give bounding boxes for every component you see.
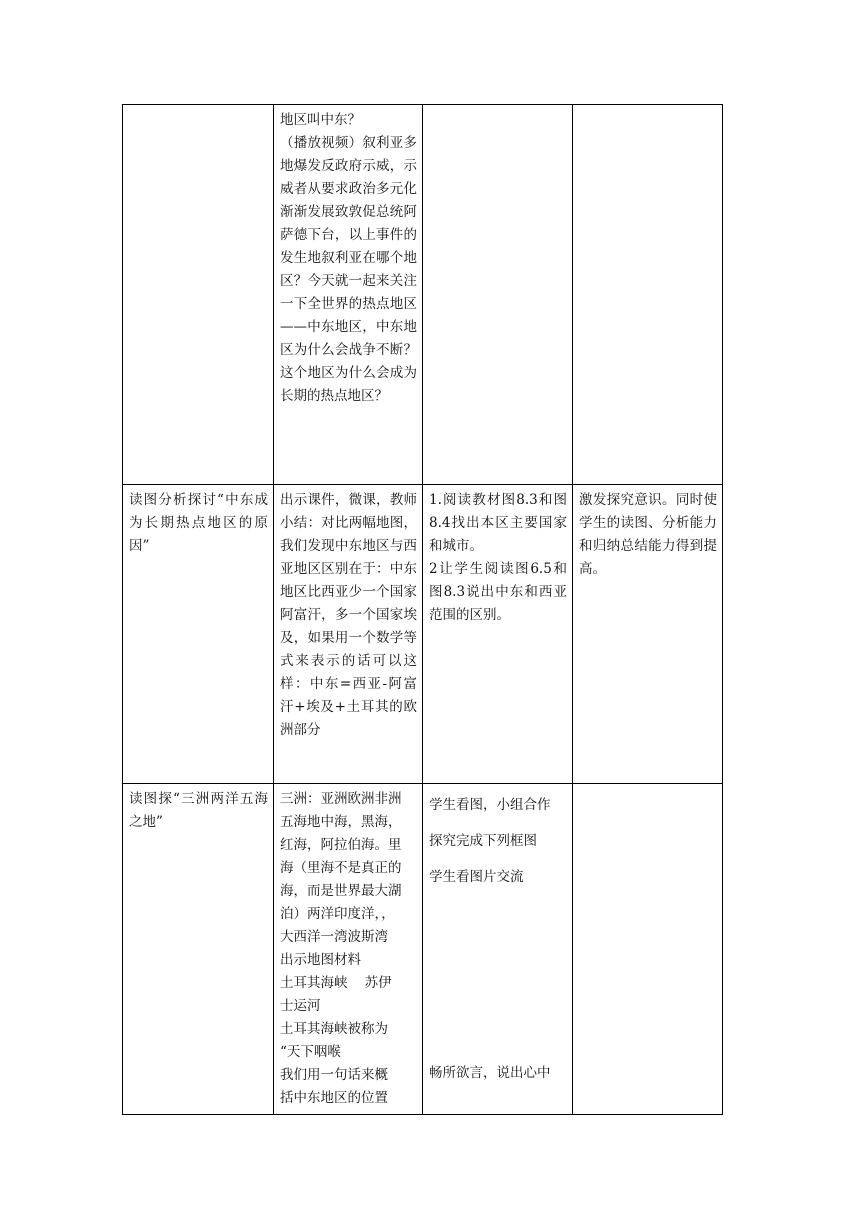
teacher-activity-cell: 地区叫中东？ （播放视频）叙利亚多地爆发反政府示威，示威者从要求政治多元化渐渐发展致敦促总统阿萨德下台，以上事件的发生地叙利亚在哪个地区？今天就一起来关注一下全世界的热点地区——中东地区，中东地区为什么会战争不断？这个地区为什么会成为长期的热点地区？ [274, 105, 423, 485]
table-row [123, 105, 723, 485]
stage-cell: 读图探“三洲两洋五海之地” [123, 784, 274, 1115]
text-line: 海（里海不是真正的 [280, 860, 402, 876]
student-activity-cell: 1.阅读教材图8.3和图8.4找出本区主要国家和城市。 2让学生阅读图6.5和图8.3说出中东和西亚范围的区别。 [423, 485, 573, 784]
text-line: “天下咽喉 [280, 1044, 341, 1060]
text-line: 我们用一句话来概 [280, 1067, 388, 1083]
student-activity-cell [423, 784, 573, 1115]
student-item: 探究完成下列框图 [429, 833, 537, 849]
stage-cell [123, 105, 274, 485]
text-line: 海，而是世界最大湖 [280, 883, 402, 899]
table-row [123, 485, 723, 784]
stage-cell: 读图分析探讨“中东成为长期热点地区的原因” [123, 485, 274, 784]
text-line: 士运河 [280, 998, 321, 1014]
student-activity-cell [423, 105, 573, 485]
text-line: 大西洋一湾波斯湾 [280, 929, 388, 945]
text-line: 括中东地区的位置 [280, 1090, 388, 1106]
text-line: 土耳其海峡 苏伊 [280, 975, 392, 991]
text-line: 红海，阿拉伯海。里 [280, 837, 402, 853]
student-item: 学生看图片交流 [429, 869, 524, 885]
design-intent-cell [573, 105, 723, 485]
text-line: 出示地图材料 [280, 952, 361, 968]
student-item: 学生看图，小组合作 [429, 797, 551, 813]
student-item: 畅所欲言，说出心中 [429, 1065, 551, 1081]
lesson-plan-table [122, 104, 723, 1115]
table-row [123, 784, 723, 1115]
design-intent-cell [573, 784, 723, 1115]
text-line: 泊）两洋印度洋，， [280, 906, 395, 922]
text-line: 五海地中海，黑海， [280, 814, 402, 830]
text-line: 三洲：亚洲欧洲非洲 [280, 791, 402, 807]
teacher-activity-cell: 出示课件，微课，教师小结：对比两幅地图，我们发现中东地区与西亚地区区别在于：中东地区比西亚少一个国家阿富汗，多一个国家埃及，如果用一个数学等式来表示的话可以这样：中东=西亚-阿富汗+埃及+土耳其的欧洲部分 [274, 485, 423, 784]
text-line: 土耳其海峡被称为 [280, 1021, 388, 1037]
design-intent-cell: 激发探究意识。同时使学生的读图、分析能力和归纳总结能力得到提高。 [573, 485, 723, 784]
teacher-activity-cell [274, 784, 423, 1115]
